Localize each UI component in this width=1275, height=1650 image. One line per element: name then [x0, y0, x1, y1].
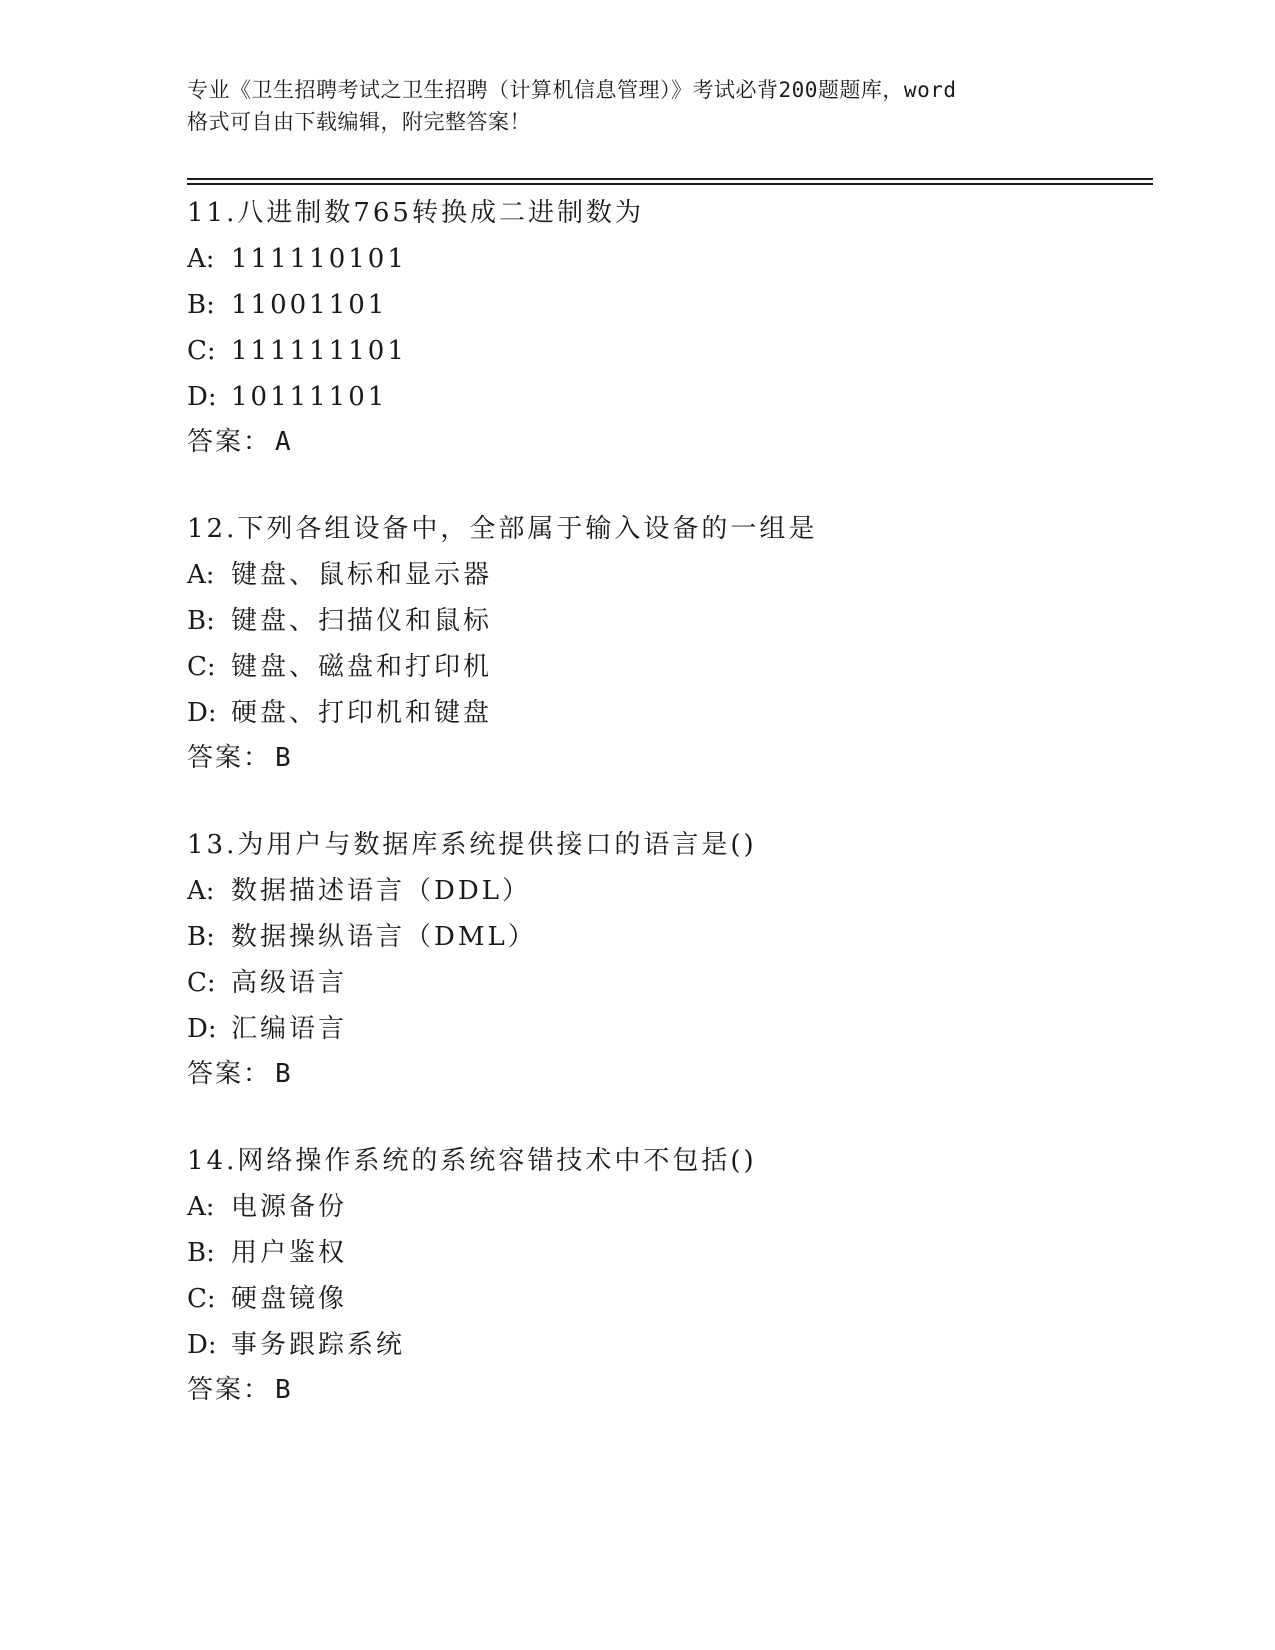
option-b [187, 1230, 1147, 1276]
option-b [187, 598, 1147, 644]
option-key: D: [187, 698, 217, 728]
option-text: 111110101 [231, 244, 407, 274]
option-text: 硬盘镜像 [231, 1284, 348, 1314]
option-text: 用户鉴权 [231, 1238, 348, 1268]
question-14 [187, 1138, 1147, 1412]
answer-value: A [275, 427, 291, 457]
option-text: 事务跟踪系统 [231, 1330, 406, 1360]
option-a [187, 1184, 1147, 1230]
answer-label: 答案： [187, 743, 272, 773]
option-key: A: [187, 244, 215, 274]
answer-label: 答案： [187, 427, 272, 457]
option-key: B: [187, 606, 215, 636]
option-key: D: [187, 1330, 217, 1360]
option-text: 数据描述语言（DDL） [231, 876, 531, 906]
option-text: 硬盘、打印机和键盘 [231, 698, 493, 728]
document-header [187, 74, 1087, 138]
option-d [187, 1322, 1147, 1368]
option-key: D: [187, 382, 217, 412]
option-c [187, 960, 1147, 1006]
option-c [187, 644, 1147, 690]
answer-line [187, 1052, 1147, 1096]
option-key: B: [187, 1238, 215, 1268]
option-key: A: [187, 1192, 215, 1222]
option-text: 键盘、磁盘和打印机 [231, 652, 493, 682]
option-text: 键盘、扫描仪和鼠标 [231, 606, 493, 636]
answer-value: B [275, 743, 291, 773]
question-stem: 11.八进制数765转换成二进制数为 [187, 198, 644, 228]
question-list [187, 190, 1147, 1454]
option-text: 汇编语言 [231, 1014, 348, 1044]
option-b [187, 914, 1147, 960]
option-key: A: [187, 876, 215, 906]
option-key: C: [187, 968, 216, 998]
option-key: D: [187, 1014, 217, 1044]
option-a [187, 868, 1147, 914]
header-divider-top [187, 178, 1153, 180]
question-13 [187, 822, 1147, 1096]
header-line-2: 格式可自由下载编辑，附完整答案！ [187, 110, 531, 134]
option-key: C: [187, 652, 216, 682]
option-key: A: [187, 560, 215, 590]
option-b [187, 282, 1147, 328]
question-stem: 13.为用户与数据库系统提供接口的语言是() [187, 830, 757, 860]
option-key: B: [187, 290, 215, 320]
option-a [187, 236, 1147, 282]
question-11 [187, 190, 1147, 464]
question-12 [187, 506, 1147, 780]
option-text: 键盘、鼠标和显示器 [231, 560, 493, 590]
option-key: C: [187, 336, 216, 366]
option-text: 11001101 [231, 290, 388, 320]
option-text: 111111101 [231, 336, 407, 366]
answer-line [187, 736, 1147, 780]
answer-line [187, 1368, 1147, 1412]
option-key: B: [187, 922, 215, 952]
option-d [187, 1006, 1147, 1052]
question-stem: 14.网络操作系统的系统容错技术中不包括() [187, 1146, 757, 1176]
option-d [187, 374, 1147, 420]
option-text: 10111101 [231, 382, 388, 412]
option-text: 电源备份 [231, 1192, 348, 1222]
option-text: 高级语言 [231, 968, 348, 998]
option-key: C: [187, 1284, 216, 1314]
header-divider-bottom [187, 183, 1153, 185]
answer-label: 答案： [187, 1059, 272, 1089]
header-line-1: 专业《卫生招聘考试之卫生招聘（计算机信息管理）》考试必背200题题库，word [187, 78, 957, 102]
question-stem: 12.下列各组设备中，全部属于输入设备的一组是 [187, 514, 818, 544]
answer-value: B [275, 1375, 291, 1405]
option-a [187, 552, 1147, 598]
answer-line [187, 420, 1147, 464]
option-d [187, 690, 1147, 736]
option-text: 数据操纵语言（DML） [231, 922, 537, 952]
option-c [187, 328, 1147, 374]
answer-value: B [275, 1059, 291, 1089]
option-c [187, 1276, 1147, 1322]
answer-label: 答案： [187, 1375, 272, 1405]
